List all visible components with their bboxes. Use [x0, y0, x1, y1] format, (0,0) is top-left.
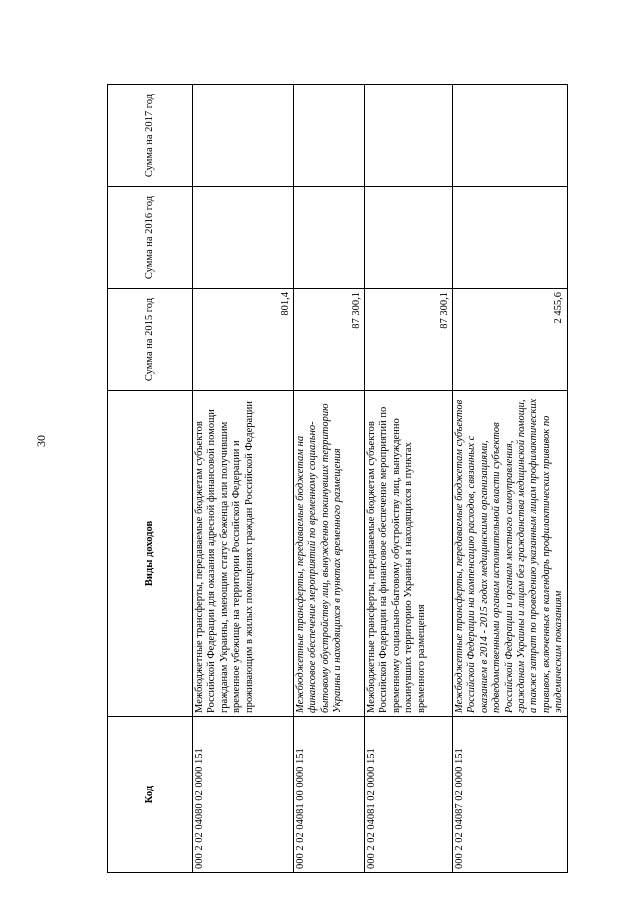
cell-sum-2017: [365, 85, 453, 187]
cell-code: 000 2 02 04080 02 0000 151: [193, 717, 294, 873]
cell-description: Межбюджетные трансферты, передаваемые бюджетам субъектов Российской Федерации на финансовое обеспечение мероприятий по временному социально-бытовому обустройству лиц, вынужденно покинувших территорию Украины и находящихся в пунктах временного размещения: [365, 391, 453, 717]
revenue-table: [107, 84, 568, 873]
cell-code: 000 2 02 04081 00 0000 151: [294, 717, 365, 873]
cell-code: 000 2 02 04087 02 0000 151: [453, 717, 568, 873]
cell-sum-2015: 87 300,1: [365, 289, 453, 391]
cell-sum-2017: [294, 85, 365, 187]
table-row: [453, 85, 568, 873]
cell-sum-2016: [193, 187, 294, 289]
cell-description: Межбюджетные трансферты, передаваемые бюджетам субъектов Российской Федерации для оказания адресной финансовой помощи гражданам Украины, имеющим статус беженца или получившим временное убежище на территории Российской Федерации и проживающим в жилых помещениях граждан Российской Федерации: [193, 391, 294, 717]
cell-sum-2015: 87 300,1: [294, 289, 365, 391]
table-row: [365, 85, 453, 873]
cell-sum-2016: [365, 187, 453, 289]
revenue-table-container: [107, 85, 565, 873]
table-header-row: [108, 85, 193, 873]
table-row: [294, 85, 365, 873]
cell-sum-2017: [453, 85, 568, 187]
cell-sum-2016: [294, 187, 365, 289]
cell-description: Межбюджетные трансферты, передаваемые бюджетам на финансовое обеспечение мероприятий по временному социально-бытовому обустройству лиц, вынужденно покинувших территорию Украины и находящихся в пунктах временного размещения: [294, 391, 365, 717]
cell-sum-2015: 801,4: [193, 289, 294, 391]
table-row: [193, 85, 294, 873]
header-sum-2017: Сумма на 2017 год: [108, 85, 193, 187]
cell-sum-2016: [453, 187, 568, 289]
cell-description: Межбюджетные трансферты, передаваемые бюджетам субъектов Российской Федерации на компенсацию расходов, связанных с оказанием в 2014 - 2015 годах медицинскими организациями, подведомственными органам исполнительной власти субъектов Российской Федерации и органам местного самоуправления, гражданам Украины и лицам без гражданства медицинской помощи, а также затрат по проведению указанным лицам профилактических прививок, включенных в календарь профилактических прививок по эпидемическим показаниям: [453, 391, 568, 717]
cell-sum-2015: 2 455,6: [453, 289, 568, 391]
header-sum-2015: Сумма на 2015 год: [108, 289, 193, 391]
header-code: Код: [108, 717, 193, 873]
cell-code: 000 2 02 04081 02 0000 151: [365, 717, 453, 873]
page-number: 30: [34, 435, 48, 447]
cell-sum-2017: [193, 85, 294, 187]
header-description: Виды доходов: [108, 391, 193, 717]
header-sum-2016: Сумма на 2016 год: [108, 187, 193, 289]
